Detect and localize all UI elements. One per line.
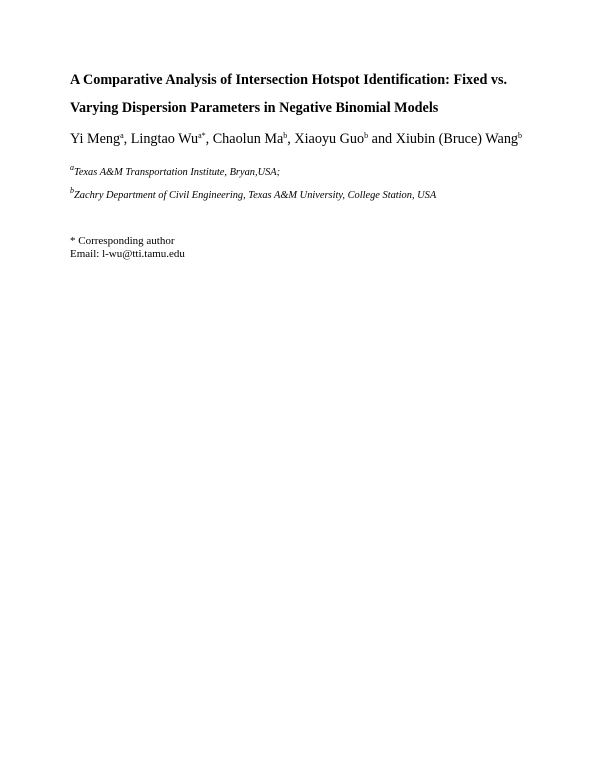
affiliation-text: Texas A&M Transportation Institute, Bryan,USA;	[74, 167, 281, 178]
author-2	[131, 131, 206, 147]
author-affiliation-mark: a*	[198, 131, 206, 140]
corresponding-author-email: Email: l-wu@tti.tamu.edu	[70, 248, 185, 260]
affiliation-mark: a	[70, 163, 74, 172]
affiliation-mark: b	[70, 186, 74, 195]
affiliation-a	[70, 163, 281, 180]
author-separator: ,	[205, 131, 213, 147]
title-line-2: Varying Dispersion Parameters in Negative Binomial Models	[70, 100, 439, 116]
title-line-1: A Comparative Analysis of Intersection Hotspot Identification: Fixed vs.	[70, 72, 508, 88]
author-name: Lingtao Wu	[130, 131, 199, 147]
author-separator: and	[368, 131, 396, 147]
author-affiliation-mark: b	[518, 131, 523, 140]
author-name: Xiaoyu Guo	[294, 131, 365, 147]
affiliation-text: Zachry Department of Civil Engineering, Texas A&M University, College Station, USA	[74, 190, 437, 201]
author-affiliation-mark: a	[120, 131, 124, 140]
author-4	[294, 131, 368, 147]
author-separator: ,	[123, 131, 131, 147]
author-3	[213, 131, 288, 147]
author-separator: ,	[287, 131, 295, 147]
paper-title	[70, 66, 540, 122]
author-list	[70, 129, 522, 149]
corresponding-author-block	[70, 235, 185, 261]
author-name: Chaolun Ma	[212, 131, 284, 147]
author-1	[70, 131, 124, 147]
author-name: Yi Meng	[70, 131, 121, 147]
corresponding-author-label: * Corresponding author	[70, 235, 175, 247]
author-affiliation-mark: b	[283, 131, 288, 140]
affiliation-b	[70, 186, 437, 203]
author-5	[396, 131, 522, 147]
author-name: Xiubin (Bruce) Wang	[395, 131, 519, 147]
author-affiliation-mark: b	[364, 131, 369, 140]
